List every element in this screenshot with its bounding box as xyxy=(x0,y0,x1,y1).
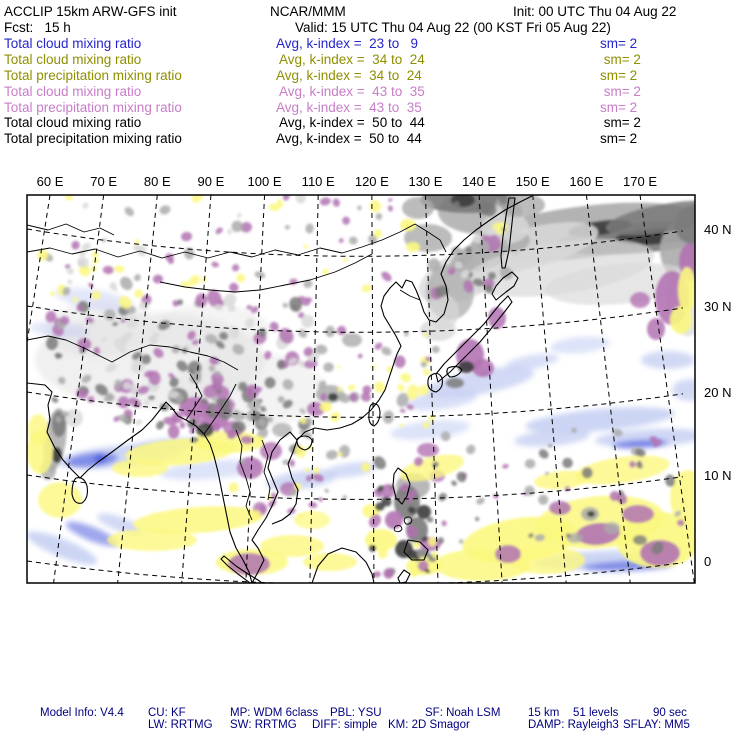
y-tick-label: 0 xyxy=(704,554,712,569)
x-tick-label: 80 E xyxy=(143,174,171,189)
footer-config-item: CU: KF xyxy=(148,707,186,719)
legend-variable-label: Total cloud mixing ratio xyxy=(4,52,142,67)
legend-variable-label: Total precipitation mixing ratio xyxy=(4,100,182,115)
legend-sm-value: sm= 2 xyxy=(600,52,641,67)
legend-kindex-stat: Avg, k-index = 23 to 9 xyxy=(276,36,418,51)
legend-kindex-stat: Avg, k-index = 43 to 35 xyxy=(276,84,425,99)
x-tick-label: 100 E xyxy=(247,174,282,189)
legend-sm-value: sm= 2 xyxy=(600,115,641,130)
footer-config-item: DIFF: simple xyxy=(312,719,378,731)
y-tick-label: 30 N xyxy=(704,299,732,314)
legend-kindex-stat: Avg, k-index = 43 to 35 xyxy=(276,100,422,115)
model-title: ACCLIP 15km ARW-GFS init xyxy=(4,4,177,19)
legend-kindex-stat: Avg, k-index = 34 to 24 xyxy=(276,52,425,67)
legend-variable-label: Total cloud mixing ratio xyxy=(4,84,142,99)
x-tick-label: 120 E xyxy=(354,174,389,189)
legend-sm-value: sm= 2 xyxy=(600,36,638,51)
footer-config-item: 15 km xyxy=(528,707,560,719)
init-time: Init: 00 UTC Thu 04 Aug 22 xyxy=(513,4,677,19)
x-tick-label: 170 E xyxy=(623,174,658,189)
footer-config-item: SW: RRTMG xyxy=(230,719,297,731)
legend-kindex-stat: Avg, k-index = 34 to 24 xyxy=(276,68,422,83)
legend-sm-value: sm= 2 xyxy=(600,84,641,99)
footer-config-item: SF: Noah LSM xyxy=(425,707,501,719)
legend-variable-label: Total precipitation mixing ratio xyxy=(4,131,182,146)
legend-sm-value: sm= 2 xyxy=(600,68,638,83)
footer-config-item: MP: WDM 6class xyxy=(230,707,319,719)
y-tick-label: 40 N xyxy=(704,222,732,237)
legend-variable-label: Total cloud mixing ratio xyxy=(4,36,142,51)
legend-sm-value: sm= 2 xyxy=(600,131,638,146)
x-tick-label: 150 E xyxy=(515,174,550,189)
center-name: NCAR/MMM xyxy=(270,4,346,19)
footer-config-item: KM: 2D Smagor xyxy=(388,719,470,731)
valid-time: Valid: 15 UTC Thu 04 Aug 22 (00 KST Fri 05 Aug 22) xyxy=(295,20,611,35)
forecast-hour: Fcst: 15 h xyxy=(4,20,71,35)
x-tick-label: 90 E xyxy=(197,174,225,189)
x-tick-label: 60 E xyxy=(36,174,64,189)
footer-config-item: Model Info: V4.4 xyxy=(40,707,124,719)
y-tick-label: 10 N xyxy=(704,468,732,483)
footer-config-item: DAMP: Rayleigh3 xyxy=(528,719,619,731)
x-tick-label: 70 E xyxy=(90,174,117,189)
footer-config-item: 51 levels xyxy=(573,707,619,719)
legend-sm-value: sm= 2 xyxy=(600,100,638,115)
legend-variable-label: Total cloud mixing ratio xyxy=(4,115,142,130)
legend-kindex-stat: Avg, k-index = 50 to 44 xyxy=(276,131,422,146)
x-tick-label: 110 E xyxy=(301,174,335,189)
y-tick-label: 20 N xyxy=(704,385,732,400)
x-tick-label: 130 E xyxy=(408,174,443,189)
footer-config-item: SFLAY: MM5 xyxy=(623,719,690,731)
legend-kindex-stat: Avg, k-index = 50 to 44 xyxy=(276,115,425,130)
x-tick-label: 140 E xyxy=(462,174,497,189)
footer-config-item: 90 sec xyxy=(653,707,687,719)
footer-config-item: LW: RRTMG xyxy=(148,719,213,731)
footer-config-item: PBL: YSU xyxy=(330,707,382,719)
legend-variable-label: Total precipitation mixing ratio xyxy=(4,68,182,83)
x-tick-label: 160 E xyxy=(569,174,604,189)
